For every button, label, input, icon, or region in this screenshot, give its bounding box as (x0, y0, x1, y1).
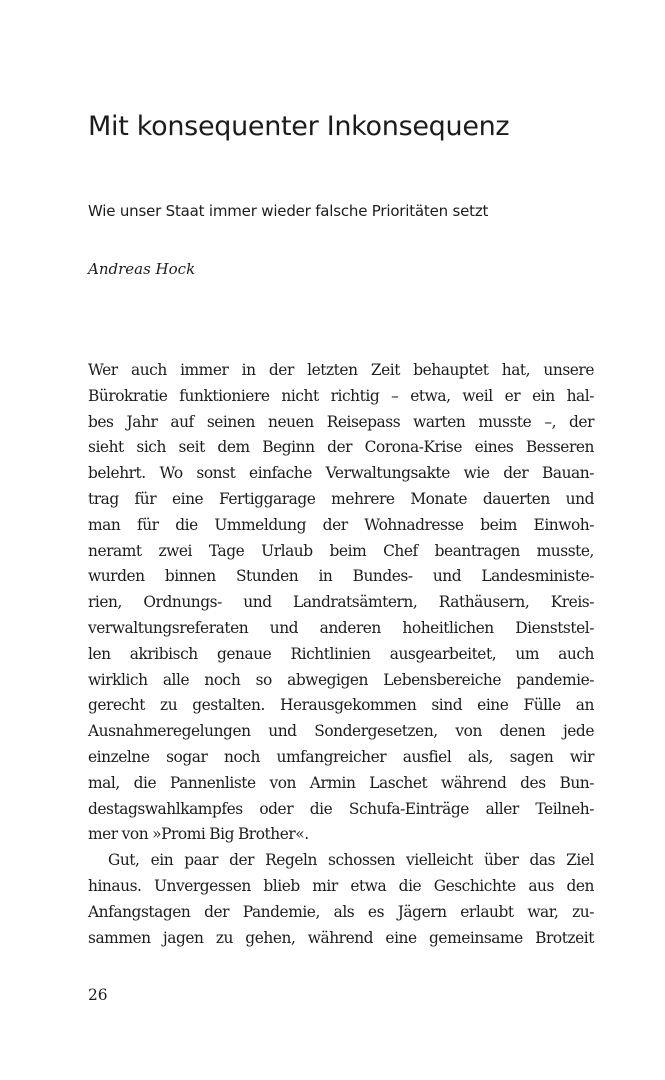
text-line: man für die Ummeldung der Wohnadresse beim Einwoh- (88, 515, 594, 534)
text-line: trag für eine Fertiggarage mehrere Monate dauerten und (88, 489, 594, 508)
text-line: Ausnahmeregelungen und Sondergesetzen, von denen jede (88, 722, 594, 741)
text-line: Wer auch immer in der letzten Zeit behauptet hat, unsere (88, 361, 594, 379)
text-line: gerecht zu gestalten. Herausgekommen sind eine Fülle an (88, 696, 594, 715)
text-line: mal, die Pannenliste von Armin Laschet während des Bun- (88, 773, 594, 792)
text-line: rien, Ordnungs- und Landratsämtern, Rathäusern, Kreis- (88, 593, 594, 612)
text-line-paragraph-end: mer von »Promi Big Brother«. (88, 825, 309, 844)
text-line: belehrt. Wo sonst einfache Verwaltungsakte wie der Bauan- (88, 464, 594, 483)
text-line: sammen jagen zu gehen, während eine gemeinsame Brotzeit (88, 928, 594, 947)
text-line: Bürokratie funktioniere nicht richtig – etwa, weil er ein hal- (88, 386, 594, 405)
body-text (88, 358, 594, 951)
page-number: 26 (88, 986, 108, 1004)
text-line: destagswahlkampfes oder die Schufa-Einträge aller Teilneh- (88, 799, 594, 818)
text-line: len akribisch genaue Richtlinien ausgearbeitet, um auch (88, 644, 594, 663)
text-line: einzelne sogar noch umfangreicher ausfiel als, sagen wir (88, 747, 594, 766)
text-line: Anfangstagen der Pandemie, als es Jägern erlaubt war, zu- (88, 902, 594, 921)
text-line: sieht sich seit dem Beginn der Corona-Krise eines Besseren (88, 438, 594, 457)
text-line-paragraph-start: Gut, ein paar der Regeln schossen vielleicht über das Ziel (108, 851, 594, 870)
text-line: neramt zwei Tage Urlaub beim Chef beantragen musste, (88, 541, 594, 560)
text-line: wurden binnen Stunden in Bundes- und Landesministe- (88, 567, 594, 586)
chapter-author: Andreas Hock (88, 260, 196, 278)
text-line: bes Jahr auf seinen neuen Reisepass warten musste –, der (88, 412, 594, 431)
chapter-title: Mit konsequenter Inkonsequenz (88, 111, 510, 142)
text-line: hinaus. Unvergessen blieb mir etwa die Geschichte aus den (88, 876, 594, 895)
text-line: verwaltungsreferaten und anderen hoheitlichen Dienststel- (88, 618, 594, 637)
text-line: wirklich alle noch so abwegigen Lebensbereiche pandemie- (88, 670, 594, 689)
chapter-subtitle: Wie unser Staat immer wieder falsche Prioritäten setzt (88, 202, 489, 220)
